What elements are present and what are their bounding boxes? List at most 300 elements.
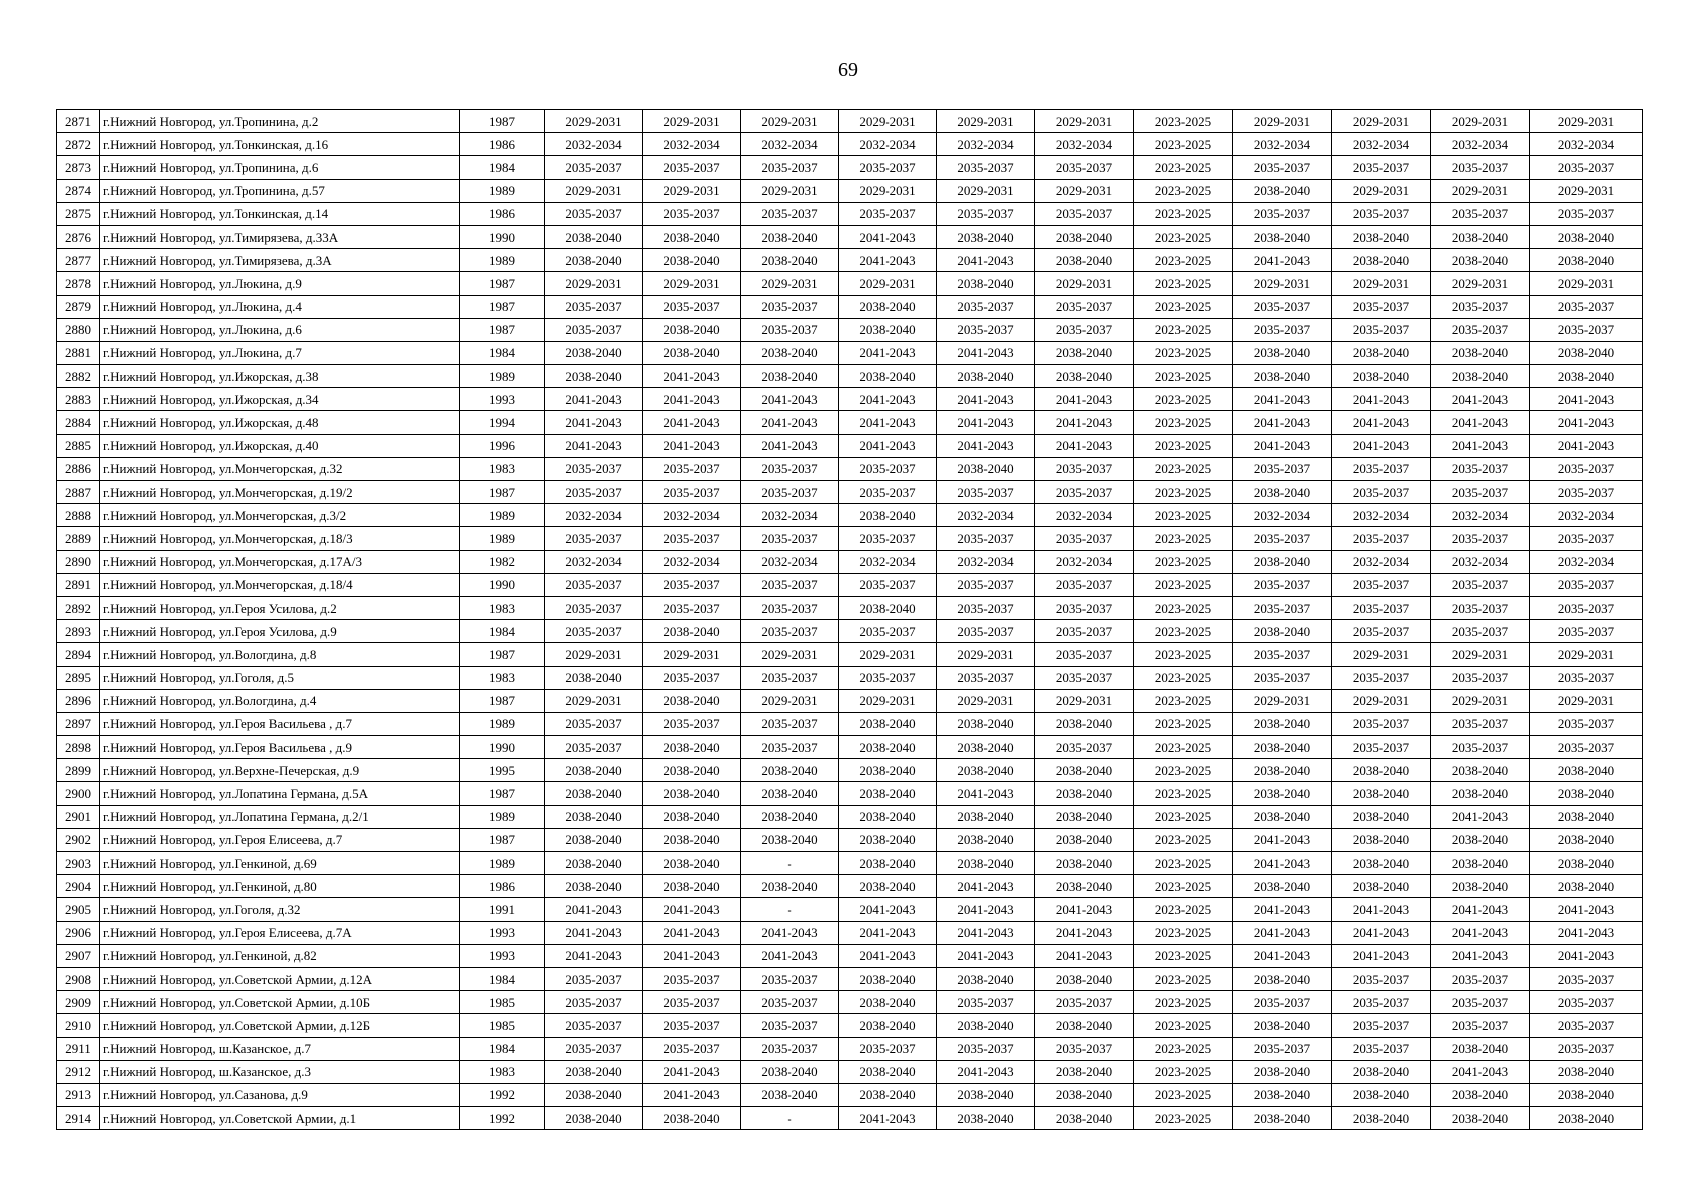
period-col-2-cell: 2038-2040: [643, 805, 741, 828]
period-col-6-cell: 2035-2037: [1035, 666, 1134, 689]
period-col-3-cell: 2035-2037: [741, 318, 839, 341]
period-col-1-cell: 2035-2037: [545, 967, 643, 990]
period-col-9-cell: 2035-2037: [1332, 527, 1431, 550]
period-col-1-cell: 2041-2043: [545, 411, 643, 434]
period-col-3-cell: 2038-2040: [741, 875, 839, 898]
build-year-cell: 1996: [460, 434, 545, 457]
period-col-9-cell: 2041-2043: [1332, 388, 1431, 411]
period-col-4-cell: 2038-2040: [839, 1060, 937, 1083]
period-col-10-cell: 2029-2031: [1431, 179, 1530, 202]
row-number-cell: 2884: [57, 411, 100, 434]
period-col-4-cell: 2035-2037: [839, 481, 937, 504]
period-col-7-cell: 2023-2025: [1134, 782, 1233, 805]
period-col-8-cell: 2035-2037: [1233, 1037, 1332, 1060]
period-col-7-cell: 2023-2025: [1134, 249, 1233, 272]
address-cell: г.Нижний Новгород, ш.Казанское, д.3: [100, 1060, 460, 1083]
period-col-4-cell: 2035-2037: [839, 527, 937, 550]
period-col-10-cell: 2029-2031: [1431, 689, 1530, 712]
period-col-10-cell: 2035-2037: [1431, 295, 1530, 318]
period-col-3-cell: 2035-2037: [741, 991, 839, 1014]
period-col-5-cell: 2029-2031: [937, 110, 1035, 133]
period-col-5-cell: 2041-2043: [937, 921, 1035, 944]
period-col-6-cell: 2038-2040: [1035, 1083, 1134, 1106]
period-col-6-cell: 2038-2040: [1035, 1014, 1134, 1037]
table-row: [57, 365, 1643, 388]
period-col-6-cell: 2038-2040: [1035, 875, 1134, 898]
period-col-4-cell: 2035-2037: [839, 457, 937, 480]
period-col-4-cell: 2035-2037: [839, 620, 937, 643]
period-col-6-cell: 2035-2037: [1035, 596, 1134, 619]
period-col-2-cell: 2029-2031: [643, 272, 741, 295]
period-col-2-cell: 2035-2037: [643, 991, 741, 1014]
period-col-11-cell: 2035-2037: [1530, 573, 1643, 596]
period-col-5-cell: 2035-2037: [937, 991, 1035, 1014]
period-col-10-cell: 2035-2037: [1431, 991, 1530, 1014]
period-col-1-cell: 2038-2040: [545, 759, 643, 782]
period-col-6-cell: 2038-2040: [1035, 341, 1134, 364]
period-col-7-cell: 2023-2025: [1134, 272, 1233, 295]
period-col-11-cell: 2038-2040: [1530, 225, 1643, 248]
row-number-cell: 2873: [57, 156, 100, 179]
address-cell: г.Нижний Новгород, ул.Мончегорская, д.18/3: [100, 527, 460, 550]
period-col-11-cell: 2032-2034: [1530, 133, 1643, 156]
period-col-1-cell: 2038-2040: [545, 852, 643, 875]
period-col-4-cell: 2029-2031: [839, 179, 937, 202]
period-col-1-cell: 2035-2037: [545, 991, 643, 1014]
period-col-11-cell: 2041-2043: [1530, 921, 1643, 944]
period-col-10-cell: 2041-2043: [1431, 898, 1530, 921]
period-col-8-cell: 2038-2040: [1233, 805, 1332, 828]
period-col-9-cell: 2038-2040: [1332, 1060, 1431, 1083]
period-col-1-cell: 2029-2031: [545, 110, 643, 133]
period-col-9-cell: 2035-2037: [1332, 991, 1431, 1014]
period-col-11-cell: 2041-2043: [1530, 411, 1643, 434]
build-year-cell: 1987: [460, 272, 545, 295]
row-number-cell: 2871: [57, 110, 100, 133]
period-col-2-cell: 2035-2037: [643, 1014, 741, 1037]
address-cell: г.Нижний Новгород, ул.Ижорская, д.48: [100, 411, 460, 434]
period-col-10-cell: 2041-2043: [1431, 944, 1530, 967]
period-col-11-cell: 2038-2040: [1530, 365, 1643, 388]
period-col-2-cell: 2038-2040: [643, 318, 741, 341]
period-col-9-cell: 2041-2043: [1332, 898, 1431, 921]
period-col-11-cell: 2038-2040: [1530, 1060, 1643, 1083]
table-row: [57, 828, 1643, 851]
period-col-10-cell: 2035-2037: [1431, 736, 1530, 759]
table-row: [57, 666, 1643, 689]
period-col-8-cell: 2032-2034: [1233, 504, 1332, 527]
period-col-10-cell: 2038-2040: [1431, 1107, 1530, 1130]
period-col-1-cell: 2041-2043: [545, 921, 643, 944]
build-year-cell: 1995: [460, 759, 545, 782]
period-col-9-cell: 2035-2037: [1332, 202, 1431, 225]
period-col-5-cell: 2035-2037: [937, 202, 1035, 225]
period-col-2-cell: 2041-2043: [643, 411, 741, 434]
period-col-4-cell: 2041-2043: [839, 898, 937, 921]
period-col-9-cell: 2041-2043: [1332, 921, 1431, 944]
period-col-5-cell: 2032-2034: [937, 504, 1035, 527]
period-col-2-cell: 2035-2037: [643, 202, 741, 225]
build-year-cell: 1985: [460, 1014, 545, 1037]
period-col-11-cell: 2035-2037: [1530, 295, 1643, 318]
period-col-5-cell: 2035-2037: [937, 620, 1035, 643]
period-col-8-cell: 2038-2040: [1233, 736, 1332, 759]
period-col-7-cell: 2023-2025: [1134, 110, 1233, 133]
period-col-4-cell: 2029-2031: [839, 689, 937, 712]
period-col-4-cell: 2035-2037: [839, 202, 937, 225]
table-row: [57, 805, 1643, 828]
period-col-6-cell: 2032-2034: [1035, 133, 1134, 156]
period-col-3-cell: 2029-2031: [741, 110, 839, 133]
table-body: [57, 110, 1643, 1130]
period-col-11-cell: 2038-2040: [1530, 875, 1643, 898]
period-col-3-cell: 2038-2040: [741, 828, 839, 851]
period-col-11-cell: 2032-2034: [1530, 550, 1643, 573]
period-col-9-cell: 2038-2040: [1332, 365, 1431, 388]
period-col-3-cell: 2035-2037: [741, 295, 839, 318]
period-col-9-cell: 2035-2037: [1332, 666, 1431, 689]
period-col-6-cell: 2035-2037: [1035, 736, 1134, 759]
build-year-cell: 1989: [460, 712, 545, 735]
period-col-2-cell: 2035-2037: [643, 596, 741, 619]
period-col-7-cell: 2023-2025: [1134, 156, 1233, 179]
period-col-11-cell: 2029-2031: [1530, 110, 1643, 133]
period-col-4-cell: 2041-2043: [839, 921, 937, 944]
period-col-1-cell: 2032-2034: [545, 504, 643, 527]
period-col-9-cell: 2035-2037: [1332, 573, 1431, 596]
table-row: [57, 1014, 1643, 1037]
row-number-cell: 2914: [57, 1107, 100, 1130]
row-number-cell: 2906: [57, 921, 100, 944]
period-col-8-cell: 2038-2040: [1233, 179, 1332, 202]
address-cell: г.Нижний Новгород, ул.Героя Усилова, д.2: [100, 596, 460, 619]
period-col-3-cell: 2038-2040: [741, 1060, 839, 1083]
period-col-2-cell: 2041-2043: [643, 365, 741, 388]
period-col-11-cell: 2035-2037: [1530, 202, 1643, 225]
build-year-cell: 1990: [460, 573, 545, 596]
period-col-3-cell: 2035-2037: [741, 620, 839, 643]
period-col-2-cell: 2035-2037: [643, 712, 741, 735]
period-col-1-cell: 2041-2043: [545, 388, 643, 411]
period-col-2-cell: 2035-2037: [643, 1037, 741, 1060]
address-cell: г.Нижний Новгород, ул.Мончегорская, д.17А/3: [100, 550, 460, 573]
period-col-10-cell: 2029-2031: [1431, 643, 1530, 666]
address-cell: г.Нижний Новгород, ул.Мончегорская, д.32: [100, 457, 460, 480]
period-col-2-cell: 2035-2037: [643, 481, 741, 504]
period-col-3-cell: 2035-2037: [741, 481, 839, 504]
period-col-11-cell: 2035-2037: [1530, 596, 1643, 619]
period-col-4-cell: 2041-2043: [839, 411, 937, 434]
period-col-5-cell: 2035-2037: [937, 156, 1035, 179]
build-year-cell: 1986: [460, 202, 545, 225]
period-col-6-cell: 2035-2037: [1035, 527, 1134, 550]
table-row: [57, 620, 1643, 643]
address-cell: г.Нижний Новгород, ул.Ижорская, д.34: [100, 388, 460, 411]
build-year-cell: 1983: [460, 457, 545, 480]
period-col-6-cell: 2029-2031: [1035, 110, 1134, 133]
period-col-6-cell: 2035-2037: [1035, 156, 1134, 179]
table-row: [57, 898, 1643, 921]
period-col-6-cell: 2038-2040: [1035, 828, 1134, 851]
period-col-5-cell: 2038-2040: [937, 712, 1035, 735]
period-col-8-cell: 2038-2040: [1233, 782, 1332, 805]
period-col-4-cell: 2038-2040: [839, 828, 937, 851]
period-col-5-cell: 2041-2043: [937, 782, 1035, 805]
build-year-cell: 1984: [460, 341, 545, 364]
table-row: [57, 388, 1643, 411]
period-col-5-cell: 2038-2040: [937, 967, 1035, 990]
period-col-11-cell: 2038-2040: [1530, 828, 1643, 851]
period-col-4-cell: 2038-2040: [839, 852, 937, 875]
period-col-2-cell: 2041-2043: [643, 944, 741, 967]
period-col-4-cell: 2041-2043: [839, 434, 937, 457]
period-col-2-cell: 2032-2034: [643, 133, 741, 156]
row-number-cell: 2896: [57, 689, 100, 712]
period-col-9-cell: 2035-2037: [1332, 967, 1431, 990]
build-year-cell: 1987: [460, 481, 545, 504]
period-col-1-cell: 2041-2043: [545, 434, 643, 457]
period-col-6-cell: 2035-2037: [1035, 457, 1134, 480]
period-col-1-cell: 2038-2040: [545, 249, 643, 272]
period-col-11-cell: 2041-2043: [1530, 944, 1643, 967]
period-col-6-cell: 2038-2040: [1035, 759, 1134, 782]
period-col-6-cell: 2029-2031: [1035, 272, 1134, 295]
period-col-1-cell: 2038-2040: [545, 782, 643, 805]
build-year-cell: 1987: [460, 643, 545, 666]
address-cell: г.Нижний Новгород, ул.Сазанова, д.9: [100, 1083, 460, 1106]
build-year-cell: 1991: [460, 898, 545, 921]
period-col-4-cell: 2035-2037: [839, 666, 937, 689]
table-row: [57, 852, 1643, 875]
row-number-cell: 2882: [57, 365, 100, 388]
period-col-1-cell: 2029-2031: [545, 689, 643, 712]
period-col-8-cell: 2038-2040: [1233, 1107, 1332, 1130]
table-row: [57, 875, 1643, 898]
address-cell: г.Нижний Новгород, ул.Лопатина Германа, д.5А: [100, 782, 460, 805]
row-number-cell: 2885: [57, 434, 100, 457]
period-col-9-cell: 2029-2031: [1332, 272, 1431, 295]
period-col-1-cell: 2038-2040: [545, 666, 643, 689]
table-row: [57, 736, 1643, 759]
period-col-10-cell: 2035-2037: [1431, 712, 1530, 735]
build-year-cell: 1992: [460, 1083, 545, 1106]
period-col-7-cell: 2023-2025: [1134, 504, 1233, 527]
period-col-5-cell: 2035-2037: [937, 481, 1035, 504]
period-col-5-cell: 2041-2043: [937, 434, 1035, 457]
period-col-4-cell: 2041-2043: [839, 341, 937, 364]
table-row: [57, 1083, 1643, 1106]
period-col-3-cell: 2038-2040: [741, 759, 839, 782]
build-year-cell: 1989: [460, 365, 545, 388]
row-number-cell: 2899: [57, 759, 100, 782]
period-col-10-cell: 2038-2040: [1431, 759, 1530, 782]
table-row: [57, 202, 1643, 225]
period-col-3-cell: 2032-2034: [741, 133, 839, 156]
period-col-10-cell: 2038-2040: [1431, 875, 1530, 898]
period-col-3-cell: 2029-2031: [741, 179, 839, 202]
period-col-1-cell: 2038-2040: [545, 365, 643, 388]
period-col-6-cell: 2041-2043: [1035, 921, 1134, 944]
period-col-10-cell: 2035-2037: [1431, 967, 1530, 990]
period-col-2-cell: 2035-2037: [643, 156, 741, 179]
row-number-cell: 2889: [57, 527, 100, 550]
period-col-5-cell: 2035-2037: [937, 527, 1035, 550]
period-col-11-cell: 2038-2040: [1530, 759, 1643, 782]
period-col-4-cell: 2038-2040: [839, 805, 937, 828]
build-year-cell: 1994: [460, 411, 545, 434]
period-col-7-cell: 2023-2025: [1134, 133, 1233, 156]
period-col-11-cell: 2041-2043: [1530, 898, 1643, 921]
period-col-6-cell: 2035-2037: [1035, 643, 1134, 666]
period-col-5-cell: 2038-2040: [937, 1014, 1035, 1037]
address-cell: г.Нижний Новгород, ул.Советской Армии, д.1: [100, 1107, 460, 1130]
period-col-4-cell: 2041-2043: [839, 249, 937, 272]
period-col-5-cell: 2041-2043: [937, 898, 1035, 921]
address-cell: г.Нижний Новгород, ул.Вологдина, д.4: [100, 689, 460, 712]
period-col-4-cell: 2032-2034: [839, 133, 937, 156]
build-year-cell: 1989: [460, 805, 545, 828]
table-row: [57, 573, 1643, 596]
address-cell: г.Нижний Новгород, ул.Мончегорская, д.18/4: [100, 573, 460, 596]
period-col-10-cell: 2038-2040: [1431, 782, 1530, 805]
address-cell: г.Нижний Новгород, ул.Лопатина Германа, д.2/1: [100, 805, 460, 828]
build-year-cell: 1992: [460, 1107, 545, 1130]
period-col-7-cell: 2023-2025: [1134, 1060, 1233, 1083]
address-cell: г.Нижний Новгород, ул.Генкиной, д.69: [100, 852, 460, 875]
period-col-3-cell: 2041-2043: [741, 388, 839, 411]
address-cell: г.Нижний Новгород, ул.Гоголя, д.32: [100, 898, 460, 921]
period-col-5-cell: 2029-2031: [937, 179, 1035, 202]
period-col-1-cell: 2035-2037: [545, 318, 643, 341]
period-col-9-cell: 2035-2037: [1332, 596, 1431, 619]
period-col-1-cell: 2035-2037: [545, 295, 643, 318]
period-col-7-cell: 2023-2025: [1134, 759, 1233, 782]
table-row: [57, 967, 1643, 990]
period-col-11-cell: 2029-2031: [1530, 272, 1643, 295]
period-col-7-cell: 2023-2025: [1134, 550, 1233, 573]
address-cell: г.Нижний Новгород, ул.Героя Усилова, д.9: [100, 620, 460, 643]
table-row: [57, 272, 1643, 295]
build-year-cell: 1984: [460, 1037, 545, 1060]
period-col-8-cell: 2029-2031: [1233, 272, 1332, 295]
period-col-3-cell: 2038-2040: [741, 782, 839, 805]
period-col-11-cell: 2035-2037: [1530, 527, 1643, 550]
period-col-5-cell: 2041-2043: [937, 944, 1035, 967]
period-col-10-cell: 2032-2034: [1431, 504, 1530, 527]
table-row: [57, 110, 1643, 133]
period-col-9-cell: 2038-2040: [1332, 782, 1431, 805]
table-row: [57, 689, 1643, 712]
period-col-7-cell: 2023-2025: [1134, 805, 1233, 828]
period-col-11-cell: 2038-2040: [1530, 1083, 1643, 1106]
period-col-9-cell: 2038-2040: [1332, 225, 1431, 248]
period-col-5-cell: 2041-2043: [937, 341, 1035, 364]
period-col-5-cell: 2038-2040: [937, 272, 1035, 295]
period-col-11-cell: 2038-2040: [1530, 341, 1643, 364]
period-col-5-cell: 2038-2040: [937, 365, 1035, 388]
period-col-7-cell: 2023-2025: [1134, 898, 1233, 921]
period-col-4-cell: 2038-2040: [839, 967, 937, 990]
period-col-9-cell: 2029-2031: [1332, 179, 1431, 202]
period-col-2-cell: 2041-2043: [643, 388, 741, 411]
period-col-10-cell: 2038-2040: [1431, 852, 1530, 875]
period-col-8-cell: 2038-2040: [1233, 620, 1332, 643]
period-col-2-cell: 2032-2034: [643, 504, 741, 527]
build-year-cell: 1989: [460, 179, 545, 202]
table-row: [57, 712, 1643, 735]
table-row: [57, 249, 1643, 272]
build-year-cell: 1987: [460, 782, 545, 805]
period-col-6-cell: 2035-2037: [1035, 620, 1134, 643]
build-year-cell: 1982: [460, 550, 545, 573]
build-year-cell: 1987: [460, 318, 545, 341]
period-col-9-cell: 2032-2034: [1332, 504, 1431, 527]
period-col-5-cell: 2041-2043: [937, 1060, 1035, 1083]
address-cell: г.Нижний Новгород, ул.Тимирязева, д.33А: [100, 225, 460, 248]
period-col-2-cell: 2035-2037: [643, 457, 741, 480]
period-col-3-cell: 2035-2037: [741, 527, 839, 550]
build-year-cell: 1989: [460, 527, 545, 550]
period-col-5-cell: 2032-2034: [937, 133, 1035, 156]
period-col-8-cell: 2038-2040: [1233, 1060, 1332, 1083]
address-cell: г.Нижний Новгород, ул.Тропинина, д.2: [100, 110, 460, 133]
period-col-2-cell: 2038-2040: [643, 759, 741, 782]
period-col-3-cell: 2029-2031: [741, 643, 839, 666]
period-col-11-cell: 2038-2040: [1530, 782, 1643, 805]
period-col-8-cell: 2041-2043: [1233, 944, 1332, 967]
address-cell: г.Нижний Новгород, ул.Мончегорская, д.19/2: [100, 481, 460, 504]
period-col-1-cell: 2038-2040: [545, 225, 643, 248]
period-col-7-cell: 2023-2025: [1134, 689, 1233, 712]
period-col-9-cell: 2035-2037: [1332, 1014, 1431, 1037]
period-col-11-cell: 2035-2037: [1530, 1014, 1643, 1037]
period-col-3-cell: 2038-2040: [741, 805, 839, 828]
period-col-4-cell: 2038-2040: [839, 1083, 937, 1106]
period-col-9-cell: 2035-2037: [1332, 457, 1431, 480]
period-col-7-cell: 2023-2025: [1134, 712, 1233, 735]
period-col-7-cell: 2023-2025: [1134, 1107, 1233, 1130]
period-col-6-cell: 2041-2043: [1035, 388, 1134, 411]
period-col-1-cell: 2035-2037: [545, 527, 643, 550]
table-row: [57, 481, 1643, 504]
period-col-2-cell: 2038-2040: [643, 736, 741, 759]
period-col-6-cell: 2041-2043: [1035, 411, 1134, 434]
period-col-9-cell: 2029-2031: [1332, 689, 1431, 712]
period-col-8-cell: 2041-2043: [1233, 828, 1332, 851]
period-col-9-cell: 2035-2037: [1332, 156, 1431, 179]
row-number-cell: 2880: [57, 318, 100, 341]
housing-repair-schedule-table: [56, 109, 1643, 1130]
address-cell: г.Нижний Новгород, ул.Мончегорская, д.3/2: [100, 504, 460, 527]
period-col-4-cell: 2038-2040: [839, 596, 937, 619]
period-col-2-cell: 2041-2043: [643, 1060, 741, 1083]
period-col-7-cell: 2023-2025: [1134, 365, 1233, 388]
period-col-6-cell: 2041-2043: [1035, 898, 1134, 921]
period-col-6-cell: 2032-2034: [1035, 550, 1134, 573]
address-cell: г.Нижний Новгород, ул.Люкина, д.4: [100, 295, 460, 318]
address-cell: г.Нижний Новгород, ул.Тонкинская, д.14: [100, 202, 460, 225]
period-col-11-cell: 2038-2040: [1530, 249, 1643, 272]
period-col-3-cell: 2041-2043: [741, 944, 839, 967]
period-col-3-cell: 2035-2037: [741, 596, 839, 619]
period-col-4-cell: 2038-2040: [839, 782, 937, 805]
period-col-1-cell: 2029-2031: [545, 272, 643, 295]
period-col-5-cell: 2038-2040: [937, 805, 1035, 828]
period-col-8-cell: 2038-2040: [1233, 1014, 1332, 1037]
period-col-8-cell: 2029-2031: [1233, 689, 1332, 712]
period-col-8-cell: 2038-2040: [1233, 365, 1332, 388]
period-col-4-cell: 2035-2037: [839, 573, 937, 596]
